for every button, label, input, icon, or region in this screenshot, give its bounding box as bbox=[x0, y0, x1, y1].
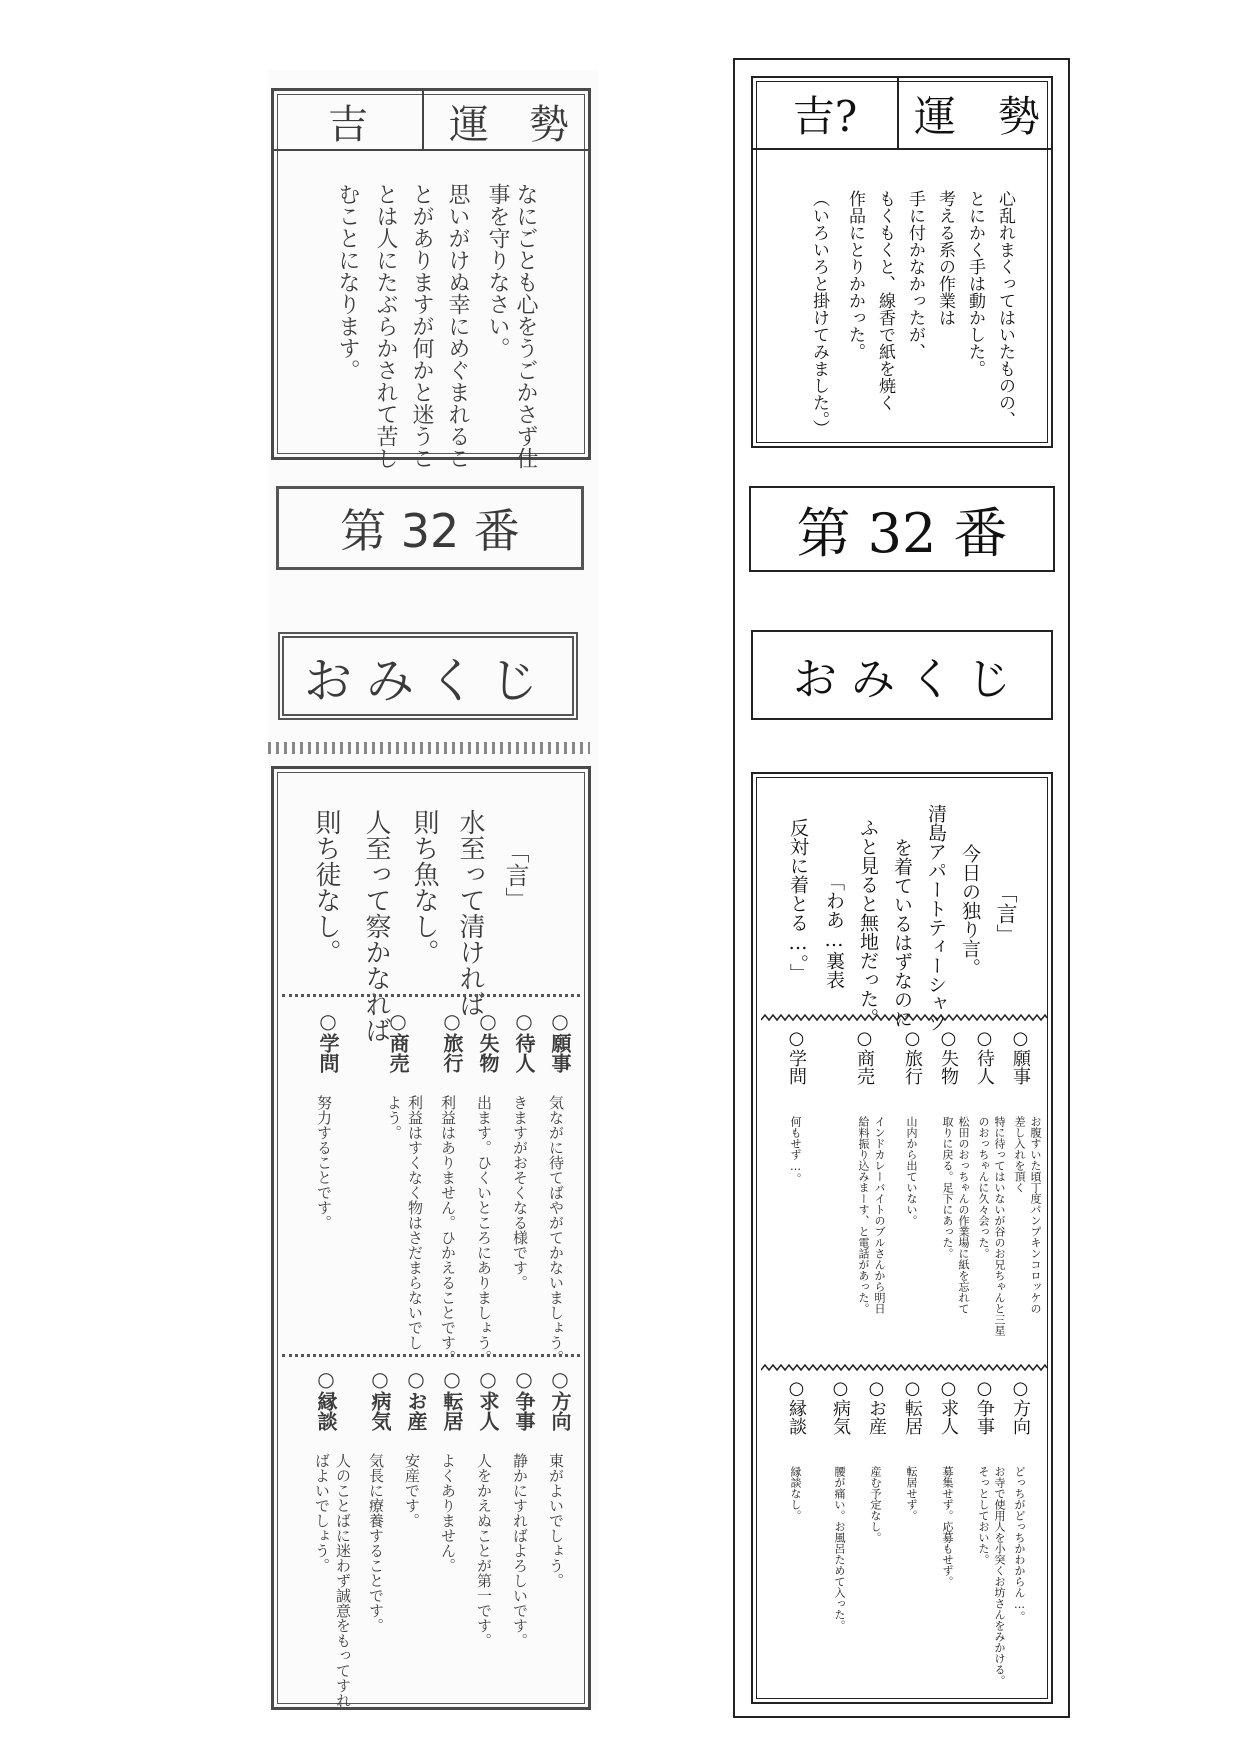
items-group-2: ○方向 どっちがどっちかわからん…。 ○争事 お寺で使用人を小突くお坊さんをみかける。 そっとしておいた。 ○求人 募集せず。応募もせず。 ○転居 転居せず。 ○お産 産む予定なし。 ○病気 腰が痛い。お風呂ためて入った。 ○縁談 縁談なし。 bbox=[786, 1378, 1031, 1686]
items-group-2: ○方向 東がよいでしょう。 ○争事 静かにすればよろしいです。 ○求人 人をかえぬことが第一です。 ○転居 よくありません。 ○お産 安産です。 ○病気 気長に療養することです。 ○縁談 人のことばに迷わず誠意をもってすれ ばよいでしょう。 bbox=[313, 1367, 572, 1708]
verse-text: 「言」 水至って清ければ 則ち魚なし。 人至って察かなれば 則ち徒なし。 bbox=[311, 809, 529, 1043]
fortune-box bbox=[751, 76, 1053, 448]
verse-box bbox=[271, 766, 591, 1710]
omikuji-title: おみくじ bbox=[278, 632, 578, 720]
zigzag-divider bbox=[761, 1364, 1047, 1372]
divider bbox=[282, 1354, 580, 1357]
fortune-text: 心乱れまくってはいたものの、 とにかく手は動かした。 考える系の作業は 手に付かなかったが、 もくもくと、線香で紙を焼く 作品にとりかかった。 （いろいろと掛けてみました。） bbox=[809, 190, 1015, 437]
fortune-grade: 吉? bbox=[753, 78, 899, 150]
items-group-1: ○願事 お腹すいた頃丁度パンプキンコロッケの 差し入れを頂く ○待人 特に待ってはいないが谷のお兄ちゃんと三星 のおっちゃんに久々会った。 ○失物 松田のおっちゃんの作業場に紙を忘れて 取りに戻る。足下にあった。 ○旅行 山内から出ていない。 ○商売 インドカレーバイトのブルさんから明日 給料振り込みまーす、と電話があった。 ○学問 何もせず…。 bbox=[786, 1028, 1042, 1336]
decorative-border bbox=[268, 742, 590, 754]
divider bbox=[282, 994, 580, 997]
verse-text: 「言」 今日の独り言。 清島アパートティーシャツ を着ているはずなのに ふと見ると無地だった。 「わあ…裏表 反対に着とる…。」 bbox=[787, 804, 1018, 1032]
slip-number: 第 32 番 bbox=[276, 486, 584, 570]
verse-box bbox=[751, 772, 1053, 1704]
fortune-text: なにごとも心をうごかさず仕 事を守りなさい。 思いがけぬ幸にめぐまれるこ とがありますが何かと迷うこ とは人にたぶらかされて苦し むことになります。 bbox=[335, 183, 538, 469]
omikuji-title: お み く じ bbox=[751, 630, 1053, 720]
fortune-heading: 運 勢 bbox=[913, 92, 1040, 141]
recreated-omikuji-slip bbox=[733, 58, 1070, 1718]
original-omikuji-slip bbox=[268, 70, 598, 1710]
items-group-1: ○願事 気ながに待てばやがてかないましょう。 ○待人 きますがおそくなる様です。 ○失物 出ます。ひくいところにありましょう。 ○旅行 利益はありません。ひかえることです。 ○商売 利益はすくなく物はさだまらないでし よう。 ○学問 努力することです。 bbox=[315, 1009, 572, 1365]
slip-number: 第 32 番 bbox=[749, 486, 1055, 572]
fortune-box bbox=[271, 88, 591, 469]
fortune-grade: 吉 bbox=[274, 91, 424, 151]
fortune-heading: 運 勢 bbox=[449, 101, 569, 148]
zigzag-divider bbox=[761, 1014, 1047, 1022]
